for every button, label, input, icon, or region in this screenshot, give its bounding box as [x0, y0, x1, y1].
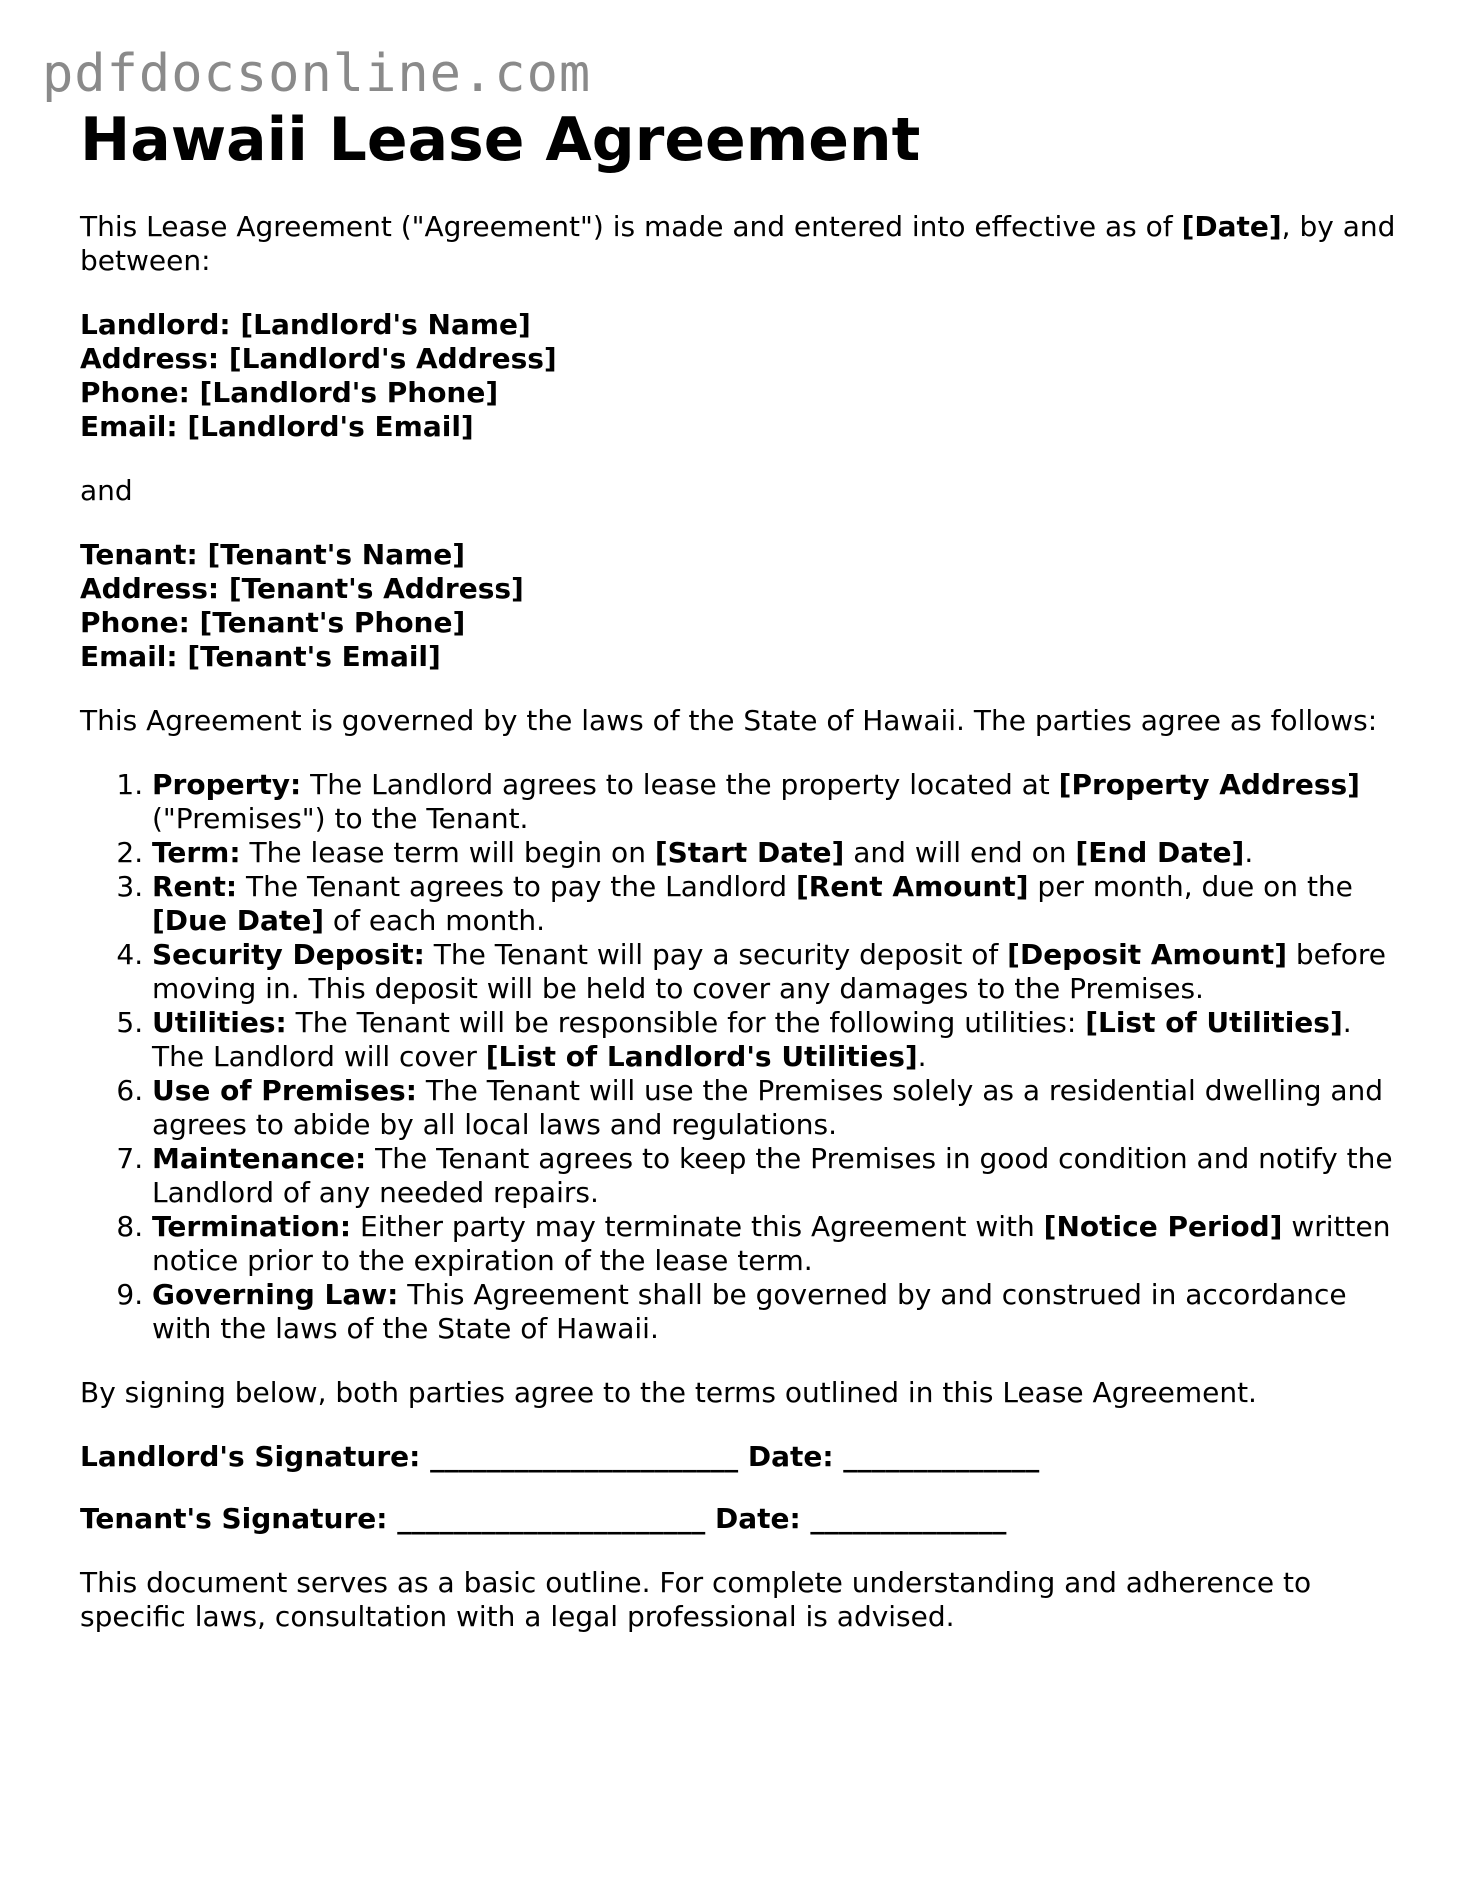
landlord-address: Address: [Landlord's Address]: [80, 342, 557, 375]
term-text: The lease term will begin on: [240, 836, 655, 869]
effective-date-placeholder: [Date]: [1181, 210, 1282, 243]
tenant-phone: Phone: [Tenant's Phone]: [80, 606, 466, 639]
term-lease-term: [152, 836, 1400, 870]
term-text: The Tenant agrees to keep the Premises in good condition and notify the Landlord of any needed repairs.: [152, 1142, 1393, 1209]
term-text: This Agreement shall be governed by and construed in accordance with the laws of the State of Hawaii.: [152, 1278, 1347, 1345]
deposit-amount-placeholder: [Deposit Amount]: [1007, 938, 1287, 971]
term-text: . The Landlord will cover: [152, 1006, 1352, 1073]
signing-paragraph: By signing below, both parties agree to the terms outlined in this Lease Agreement.: [80, 1376, 1257, 1409]
landlord-phone: Phone: [Landlord's Phone]: [80, 376, 499, 409]
document-title: Hawaii Lease Agreement: [80, 105, 921, 175]
intro-text-end: , by and between:: [80, 210, 1396, 277]
landlord-block: [80, 308, 1400, 444]
intro-text: This Lease Agreement ("Agreement") is made and entered into effective as of: [80, 210, 1182, 243]
tenant-email: Email: [Tenant's Email]: [80, 640, 441, 673]
term-label: Security Deposit:: [152, 938, 425, 971]
and-separator: and: [80, 474, 133, 507]
tenant-signature-line[interactable]: Tenant's Signature: ______________________ Date: ______________: [80, 1502, 1007, 1535]
notice-period-placeholder: [Notice Period]: [1043, 1210, 1283, 1243]
due-date-placeholder: [Due Date]: [152, 904, 325, 937]
term-property: [152, 768, 1400, 836]
end-date-placeholder: [End Date]: [1075, 836, 1245, 869]
term-rent: [152, 870, 1400, 938]
governed-paragraph: This Agreement is governed by the laws of the State of Hawaii. The parties agree as follows:: [80, 704, 1378, 737]
utilities-list-placeholder: [List of Utilities]: [1085, 1006, 1343, 1039]
term-text: The Landlord agrees to lease the property located at: [301, 768, 1059, 801]
term-label: Utilities:: [152, 1006, 287, 1039]
property-address-placeholder: [Property Address]: [1058, 768, 1360, 801]
term-text: Either party may terminate this Agreement with: [351, 1210, 1044, 1243]
document-page: [80, 100, 1400, 1634]
landlord-name: Landlord: [Landlord's Name]: [80, 308, 531, 341]
landlord-signature-line[interactable]: Landlord's Signature: ______________________ Date: ______________: [80, 1440, 1040, 1473]
term-utilities: [152, 1006, 1400, 1074]
term-text: ("Premises") to the Tenant.: [152, 802, 529, 835]
landlord-utilities-placeholder: [List of Landlord's Utilities]: [485, 1040, 918, 1073]
term-text: per month, due on the: [1028, 870, 1353, 903]
term-label: Property:: [152, 768, 302, 801]
disclaimer-paragraph: This document serves as a basic outline. For complete understanding and adherence to specific laws, consultation with a legal professional is advised.: [80, 1566, 1312, 1633]
tenant-address: Address: [Tenant's Address]: [80, 572, 524, 605]
term-governing-law: [152, 1278, 1400, 1346]
tenant-name: Tenant: [Tenant's Name]: [80, 538, 466, 571]
term-text: The Tenant will use the Premises solely as a residential dwelling and agrees to abide by all local laws and regulations.: [152, 1074, 1384, 1141]
tenant-block: [80, 538, 1400, 674]
term-text: before moving in. This deposit will be held to cover any damages to the Premises.: [152, 938, 1387, 1005]
term-maintenance: [152, 1142, 1400, 1210]
rent-amount-placeholder: [Rent Amount]: [795, 870, 1029, 903]
terms-list: [80, 768, 1400, 1346]
term-text: The Tenant will be responsible for the following utilities:: [286, 1006, 1086, 1039]
term-label: Term:: [152, 836, 241, 869]
term-text: The Tenant agrees to pay the Landlord: [237, 870, 796, 903]
term-text: The Tenant will pay a security deposit of: [424, 938, 1008, 971]
term-security-deposit: [152, 938, 1400, 1006]
term-label: Maintenance:: [152, 1142, 367, 1175]
term-termination: [152, 1210, 1400, 1278]
intro-paragraph: [80, 210, 1400, 278]
term-text: of each month.: [324, 904, 546, 937]
term-label: Termination:: [152, 1210, 352, 1243]
term-text: .: [917, 1040, 927, 1073]
term-label: Use of Premises:: [152, 1074, 417, 1107]
watermark: pdfdocsonline.com: [42, 44, 592, 104]
term-text: and will end on: [844, 836, 1076, 869]
landlord-email: Email: [Landlord's Email]: [80, 410, 474, 443]
term-text: .: [1244, 836, 1254, 869]
term-use-of-premises: [152, 1074, 1400, 1142]
start-date-placeholder: [Start Date]: [654, 836, 845, 869]
term-label: Governing Law:: [152, 1278, 399, 1311]
term-label: Rent:: [152, 870, 238, 903]
term-text: written notice prior to the expiration of the lease term.: [152, 1210, 1391, 1277]
